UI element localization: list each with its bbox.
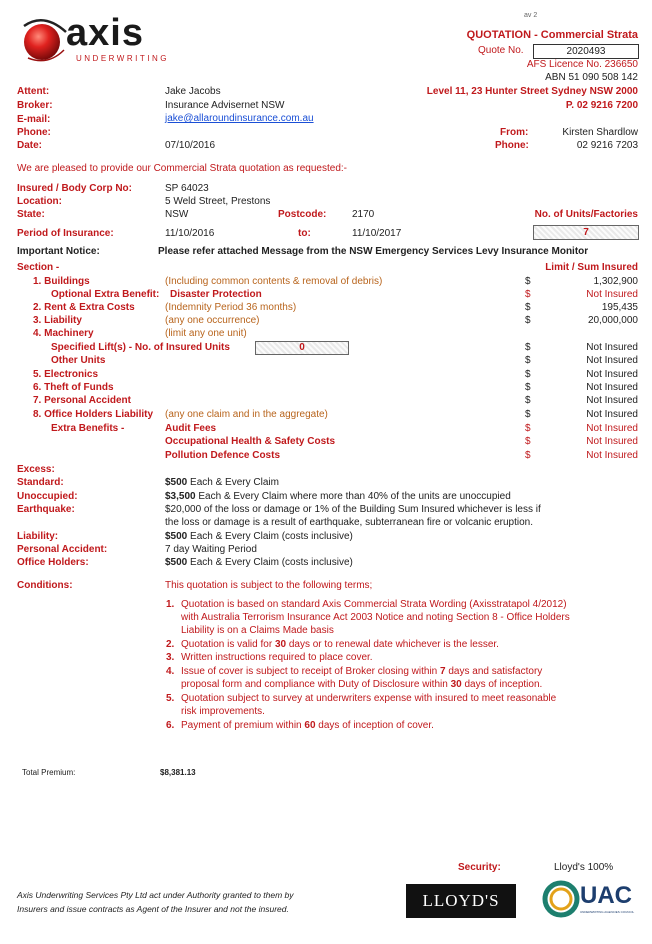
liability-value: 20,000,000 [587,315,638,326]
audit-value: Not Insured [586,423,638,434]
period-to: 11/10/2017 [352,228,402,239]
liability-excess-value [165,531,353,542]
postcode-value: 2170 [352,209,375,220]
quote-number: 2020493 [566,46,606,57]
standard-amount: $500 [165,477,188,488]
standard-label: Standard: [17,477,64,488]
footer-line-2: Insurers and issue contracts as Agent of the Insurer and not the insured. [17,904,289,914]
pa-section-value: Not Insured [586,395,638,406]
conditions-intro: This quotation is subject to the following terms; [165,580,373,591]
earthquake-text-1: $20,000 of the loss or damage or 1% of the Building Sum Insured whichever is less if [165,504,541,515]
afs-licence: AFS Licence No. 236650 [526,59,638,70]
broker-value: Insurance Advisernet NSW [165,100,285,111]
lloyds-wordmark: LLOYD'S [422,891,500,910]
optional-name: Disaster Protection [170,289,262,300]
state-label: State: [17,209,45,220]
footer-line-1: Axis Underwriting Services Pty Ltd act under Authority granted to them by [17,890,294,900]
from-label: From: [500,127,529,138]
liability-cur: $ [525,315,531,326]
condition-4-b: 7 [440,666,446,677]
condition-5-line-1: Quotation subject to survey at underwriters expense with insured to meet reasonable [181,693,557,704]
insured-value: SP 64023 [165,183,209,194]
other-units-value: Not Insured [586,355,638,366]
attent-value: Jake Jacobs [165,86,221,97]
address: Level 11, 23 Hunter Street Sydney NSW 2000 [426,86,638,97]
condition-3-num: 3. [166,652,175,663]
condition-4-line-1 [181,666,542,677]
optional-value: Not Insured [586,289,638,300]
pa-section-cur: $ [525,395,531,406]
ohs-value: Not Insured [586,436,638,447]
condition-6-a: Payment of premium within [181,720,305,731]
condition-6 [181,720,434,731]
period-to-label: to: [298,228,311,239]
condition-4-num: 4. [166,666,175,677]
theft-value: Not Insured [586,382,638,393]
intro-text: We are pleased to provide our Commercial Strata quotation as requested:- [17,163,347,174]
insured-label: Insured / Body Corp No: [17,183,132,194]
unoccupied-label: Unoccupied: [17,491,78,502]
other-units-label: Other Units [51,355,106,366]
broker-label: Broker: [17,100,53,111]
condition-2 [181,639,499,650]
condition-2-a: Quotation is valid for [181,639,275,650]
quote-title: QUOTATION - Commercial Strata [466,29,638,41]
oh-excess-text: Each & Every Claim (costs inclusive) [187,557,353,568]
machinery-note: (limit any one unit) [165,328,247,339]
lifts-value: Not Insured [586,342,638,353]
pollution-value: Not Insured [586,450,638,461]
ohs-cur: $ [525,436,531,447]
electronics-label: 5. Electronics [33,369,99,380]
liability-note: (any one occurrence) [165,315,260,326]
condition-1-line-2: with Australia Terrorism Insurance Act 2003 Notice and noting Section 8 - Office Holders [181,612,570,623]
oh-excess-label: Office Holders: [17,557,89,568]
buildings-note: (Including common contents & removal of debris) [165,276,383,287]
uac-emblem-icon [542,880,580,918]
units-label: No. of Units/Factories [534,209,638,220]
machinery-label: 4. Machinery [33,328,94,339]
condition-1-line-3: Liability is on a Claims Made basis [181,625,334,636]
security-label: Security: [458,862,501,873]
optional-cur: $ [525,289,531,300]
standard-text: Each & Every Claim [187,477,279,488]
buildings-label: 1. Buildings [33,276,90,287]
condition-1-num: 1. [166,599,175,610]
lifts-count-box [255,341,349,355]
condition-4-l2c: days of inception. [461,679,543,690]
pa-excess-label: Personal Accident: [17,544,108,555]
premium-value: $8,381.13 [160,768,196,777]
liability-excess-label: Liability: [17,531,59,542]
oh-excess-value [165,557,353,568]
buildings-cur: $ [525,276,531,287]
condition-2-c: days or to renewal date whichever is the lesser. [286,639,499,650]
office-holders-cur: $ [525,409,531,420]
postcode-label: Postcode: [278,209,327,220]
axis-logo [18,14,168,66]
liability-label: 3. Liability [33,315,82,326]
pollution-cur: $ [525,450,531,461]
condition-6-b: 60 [304,720,316,731]
units-value: 7 [583,227,589,238]
condition-5-num: 5. [166,693,175,704]
logo-tagline: UNDERWRITING [76,54,169,63]
condition-6-c: days of inception of cover. [315,720,434,731]
rent-cur: $ [525,302,531,313]
location-value: 5 Weld Street, Prestons [165,196,271,207]
email-link[interactable]: jake@allaroundinsurance.com.au [165,113,314,124]
unoccupied-amount: $3,500 [165,491,196,502]
section-label: Section - [17,262,60,273]
logo-wordmark: axis [66,12,144,54]
from-phone-value: 02 9216 7203 [576,140,638,151]
theft-label: 6. Theft of Funds [33,382,114,393]
location-label: Location: [17,196,62,207]
audit-label: Audit Fees [165,423,217,434]
pa-section-label: 7. Personal Accident [33,395,131,406]
pa-excess-value: 7 day Waiting Period [165,544,257,555]
axis-globe-icon [18,14,70,66]
phone-label: Phone: [17,127,51,138]
office-holders-label: 8. Office Holders Liability [33,409,154,420]
period-from: 11/10/2016 [165,228,215,239]
notice-label: Important Notice: [17,246,100,257]
condition-4-a: Issue of cover is subject to receipt of Broker closing within [181,666,441,677]
other-units-cur: $ [525,355,531,366]
notice-text: Please refer attached Message from the NSW Emergency Services Levy Insurance Monitor [158,246,589,257]
condition-4-line-2 [181,679,542,690]
date-value: 07/10/2016 [165,140,216,151]
uac-wordmark: UAC [580,882,632,909]
optional-label: Optional Extra Benefit: [51,289,160,300]
from-value: Kirsten Shardlow [562,127,638,138]
condition-4-c: days and satisfactory [445,666,543,677]
quote-number-label: Quote No. [478,45,524,56]
date-label: Date: [17,140,43,151]
abn: ABN 51 090 508 142 [545,72,638,83]
condition-2-b: 30 [274,639,287,650]
units-box [533,225,639,240]
earthquake-text-2: the loss or damage is a result of earthquake, subterranean fire or volcanic eruption. [165,517,533,528]
office-holders-value: Not Insured [586,409,638,420]
from-phone-label: Phone: [495,140,529,151]
electronics-cur: $ [525,369,531,380]
standard-value [165,477,279,488]
oh-excess-amount: $500 [165,557,188,568]
period-label: Period of Insurance: [17,228,114,239]
condition-2-num: 2. [166,639,175,650]
email-label: E-mail: [17,114,51,125]
condition-1-line-1: Quotation is based on standard Axis Commercial Strata Wording (Axisstratapol 4/2012) [181,599,567,610]
uac-logo [540,878,640,922]
condition-4-l2b: 30 [450,679,462,690]
lifts-count: 0 [299,342,305,353]
liability-excess-text: Each & Every Claim (costs inclusive) [187,531,353,542]
ohs-label: Occupational Health & Safety Costs [165,436,336,447]
earthquake-label: Earthquake: [17,504,75,515]
state-value: NSW [165,209,189,220]
liability-excess-amount: $500 [165,531,188,542]
rent-label: 2. Rent & Extra Costs [33,302,135,313]
condition-6-num: 6. [166,720,175,731]
excess-label: Excess: [17,464,55,475]
audit-cur: $ [525,423,531,434]
condition-4-l2a: proposal form and compliance with Duty of Disclosure within [181,679,451,690]
conditions-label: Conditions: [17,580,73,591]
buildings-value: 1,302,900 [593,276,638,287]
lifts-cur: $ [525,342,531,353]
theft-cur: $ [525,382,531,393]
extra-benefits-label: Extra Benefits - [51,423,125,434]
electronics-value: Not Insured [586,369,638,380]
premium-label: Total Premium: [22,768,76,777]
condition-5-line-2: risk improvements. [181,706,265,717]
security-value: Lloyd's 100% [554,862,614,873]
office-phone: P. 02 9216 7200 [565,100,638,111]
quote-number-box [533,44,639,59]
rent-value: 195,435 [601,302,638,313]
unoccupied-text: Each & Every Claim where more than 40% of the units are unoccupied [195,491,511,502]
limit-label: Limit / Sum Insured [545,262,638,273]
attent-label: Attent: [17,86,50,97]
uac-subtext: UNDERWRITING AGENCIES COUNCIL [580,910,635,914]
rent-note: (Indemnity Period 36 months) [165,302,297,313]
version-label: av 2 [524,12,538,19]
condition-3: Written instructions required to place cover. [181,652,373,663]
unoccupied-value [165,491,511,502]
lifts-label: Specified Lift(s) - No. of Insured Units [51,342,230,353]
pollution-label: Pollution Defence Costs [165,450,281,461]
lloyds-logo [406,884,516,918]
office-holders-note: (any one claim and in the aggregate) [165,409,328,420]
